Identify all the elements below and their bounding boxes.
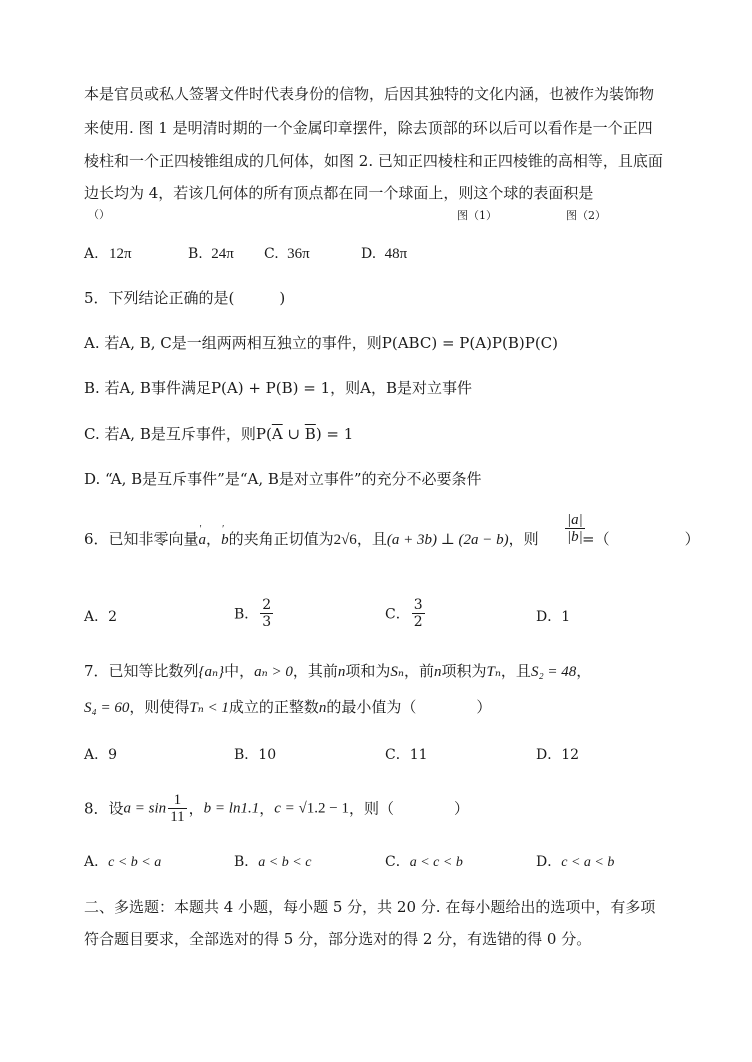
vector-b: ′ b	[221, 530, 229, 550]
q5-option-c	[84, 424, 353, 444]
q4-text-line-1: 本是官员或私人签署文件时代表身份的信物，后因其独特的文化内涵，也被作为装饰物	[84, 85, 655, 103]
q4-text-line-2: 来使用. 图 1 是明清时期的一个金属印章摆件，除去顶部的环以后可以看作是一个正四	[84, 119, 653, 137]
fraction-numerator: 1	[168, 792, 186, 809]
union-symbol: ∪	[282, 425, 305, 443]
fraction	[412, 597, 425, 630]
complement-a: $\overline{A}$	[271, 425, 283, 443]
minus-one: − 1	[325, 800, 349, 817]
c-definition: c =	[274, 800, 299, 817]
fraction-denominator: 2	[413, 614, 423, 630]
positivity-condition: aₙ > 0	[254, 664, 293, 680]
q6-option-d: D．1	[536, 609, 571, 625]
q4-option-a	[84, 246, 132, 263]
q6-stem-middle-2: ，且	[356, 530, 387, 548]
q8-option-c	[385, 851, 463, 871]
q6-option-b	[234, 597, 275, 630]
q7-text: ，其前	[292, 662, 338, 680]
q7-text: ，前	[403, 662, 434, 680]
option-label: C.	[264, 246, 279, 262]
q8-answer-bracket: ，则（ ）	[348, 799, 469, 818]
sequence: {aₙ}	[198, 664, 225, 680]
partial-product: Tₙ	[486, 664, 501, 680]
option-label: B．	[234, 854, 259, 870]
option-label: A.	[84, 246, 99, 262]
s4-value: S₄ = 60	[84, 700, 130, 716]
ratio-numerator: |a|	[567, 512, 583, 528]
q7-text: ，	[576, 662, 592, 680]
variable-n: n	[337, 664, 346, 680]
q6-option-c	[385, 597, 427, 630]
option-label: C．	[385, 854, 410, 870]
q7-text: ，且	[500, 662, 531, 680]
variable-n: n	[318, 700, 327, 716]
partial-sum: Sₙ	[390, 664, 404, 680]
ratio-denominator: |b|	[567, 529, 583, 545]
q7-text: 成立的正整数	[228, 698, 319, 716]
fraction-denominator: 11	[170, 809, 185, 825]
q6-stem-middle: 的夹角正切值为	[228, 530, 334, 548]
q6-stem	[84, 529, 539, 550]
option-label: D.	[361, 246, 377, 262]
option-label: B．	[234, 606, 259, 623]
complement-b: $\overline{B}$	[304, 425, 316, 443]
option-value: c < b < a	[108, 855, 162, 870]
option-value: c < a < b	[561, 855, 615, 870]
product-condition: Tₙ < 1	[189, 700, 229, 716]
figure-1-caption: 图（1）	[457, 209, 497, 222]
q7-line-2	[84, 697, 491, 718]
q8-option-d	[536, 851, 614, 871]
fraction-numerator: 3	[413, 597, 423, 613]
fraction-one-eleventh	[168, 792, 186, 825]
q7-text: 中，	[224, 662, 255, 680]
s2-value: S₂ = 48	[530, 664, 577, 680]
option-value: a < c < b	[409, 855, 463, 870]
comma: ，	[206, 530, 222, 548]
option-label: B.	[188, 246, 203, 262]
option-value: 24π	[211, 246, 234, 262]
option-value: 12π	[109, 246, 132, 262]
option-label: A．	[84, 854, 109, 870]
comma: ，	[259, 799, 275, 818]
q7-option-a: A．9	[84, 747, 118, 763]
option-label: C．	[385, 606, 410, 623]
option-value: 36π	[287, 246, 310, 262]
q5-option-c-suffix: ) = 1	[315, 425, 354, 443]
q4-option-c	[264, 246, 310, 263]
q7-text: 的最小值为（ ）	[326, 698, 492, 716]
q7-text: 项积为	[441, 662, 487, 680]
q8-option-b	[234, 851, 311, 871]
q4-answer-bracket: （）	[88, 208, 110, 221]
q4-option-b	[188, 246, 234, 263]
vector-a: ′ a	[199, 530, 207, 550]
q5-option-c-prefix: C. 若A, B是互斥事件，则P(	[84, 425, 272, 443]
q6-stem-prefix: 6．已知非零向量	[84, 530, 199, 548]
section-2-line-1: 二、多选题：本题共 4 小题，每小题 5 分，共 20 分. 在每小题给出的选项中，有多项	[84, 898, 656, 916]
b-definition: b = ln1.1	[203, 800, 260, 817]
fraction	[260, 597, 273, 630]
q5-option-d: D. “A, B是互斥事件”是“A, B是对立事件”的充分不必要条件	[84, 470, 482, 488]
q6-answer-bracket: =（ ）	[582, 530, 700, 548]
square-root: √1.2	[298, 800, 326, 817]
q6-option-a: A．2	[84, 609, 118, 625]
section-2-line-2: 符合题目要求，全部选对的得 5 分，部分选对的得 2 分，有选错的得 0 分。	[84, 930, 592, 948]
q7-option-d: D．12	[536, 747, 580, 763]
tangent-value: 2√6	[333, 532, 357, 548]
figure-2-caption: 图（2）	[566, 209, 606, 222]
option-label: D．	[536, 854, 562, 870]
q7-text: ，则使得	[129, 698, 190, 716]
q5-option-a: A. 若A, B, C是一组两两相互独立的事件，则P(ABC) = P(A)P(B)P(C)	[84, 334, 559, 352]
q4-text-line-4: 边长均为 4，若该几何体的所有顶点都在同一个球面上，则这个球的表面积是	[84, 184, 594, 202]
q5-option-b: B. 若A, B事件满足P(A) + P(B) = 1，则A，B是对立事件	[84, 379, 473, 397]
q4-option-d	[361, 246, 407, 263]
q5-stem: 5．下列结论正确的是( )	[84, 289, 286, 307]
fraction-denominator: 3	[262, 614, 272, 630]
variable-n: n	[433, 664, 442, 680]
q8-stem	[84, 792, 469, 825]
option-value: 48π	[384, 246, 408, 262]
q4-text-line-3: 棱柱和一个正四棱锥组成的几何体，如图 2. 已知正四棱柱和正四棱锥的高相等，且底面	[84, 152, 663, 170]
a-definition: a = sin	[123, 800, 167, 817]
q7-stem-prefix: 7．已知等比数列	[84, 662, 199, 680]
perpendicular-condition: (a + 3b) ⊥ (2a − b)	[386, 532, 509, 548]
option-value: a < b < c	[258, 855, 312, 870]
comma: ，	[188, 799, 204, 818]
q7-option-b: B．10	[234, 747, 277, 763]
q7-option-c: C．11	[385, 747, 428, 763]
fraction-numerator: 2	[262, 597, 272, 613]
q7-text: 项和为	[345, 662, 391, 680]
q8-option-a	[84, 851, 161, 871]
q6-stem-then: ，则	[508, 530, 539, 548]
q8-stem-prefix: 8．设	[84, 799, 124, 818]
q7-line-1	[84, 661, 591, 682]
